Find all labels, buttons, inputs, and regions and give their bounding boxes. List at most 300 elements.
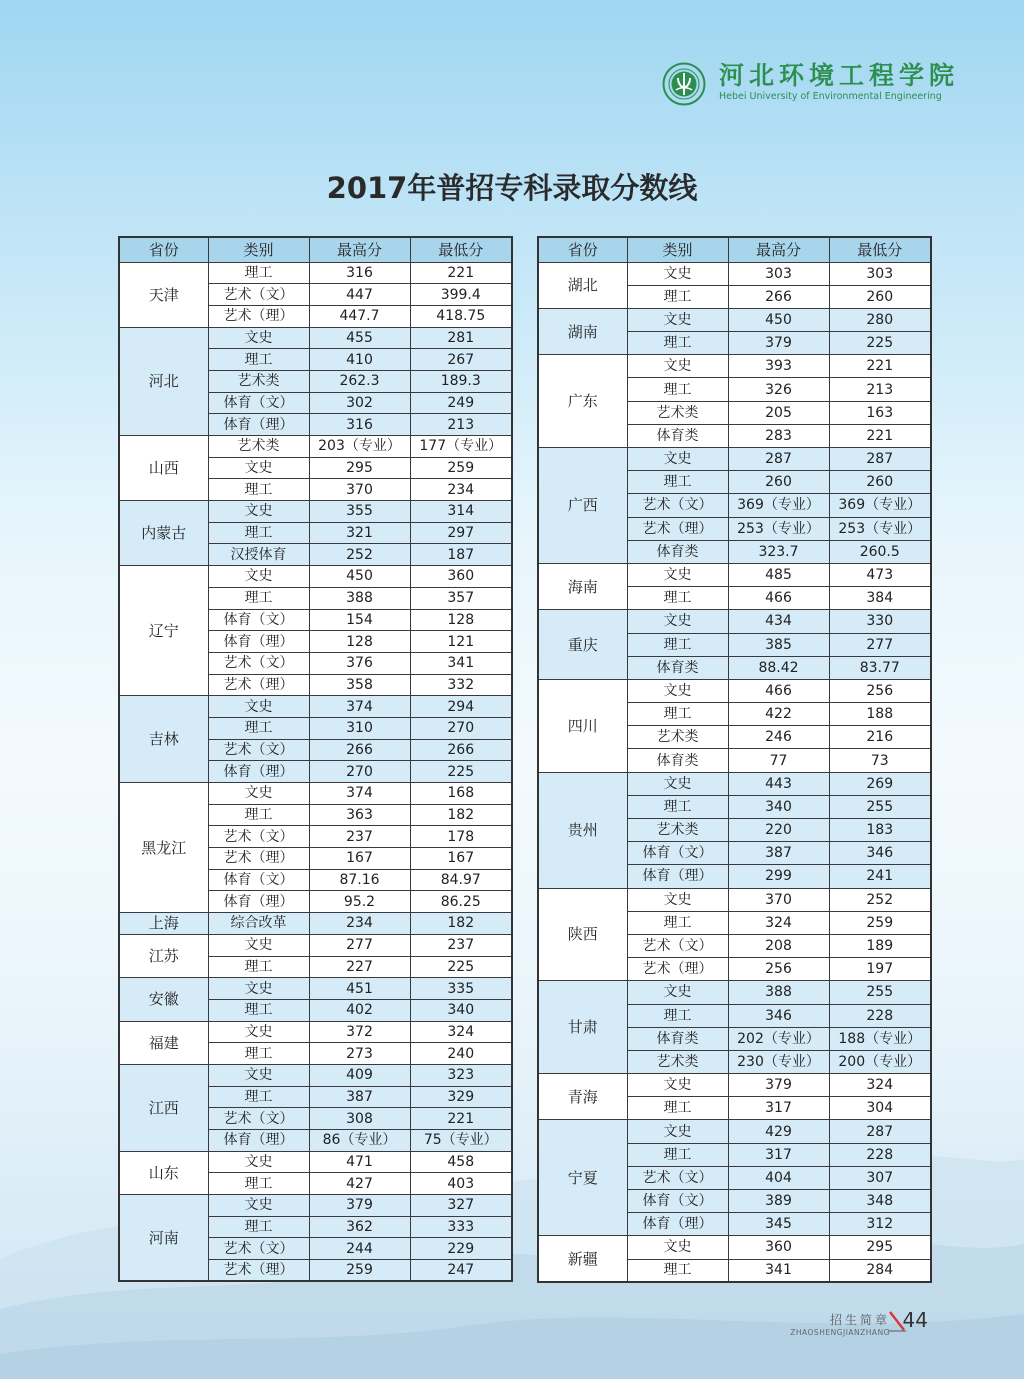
max-score-cell: 220 xyxy=(728,819,829,842)
max-score-cell: 402 xyxy=(309,999,410,1021)
min-score-cell: 221 xyxy=(410,262,512,284)
table-row xyxy=(538,981,931,1004)
max-score-cell: 360 xyxy=(728,1236,829,1259)
min-score-cell: 73 xyxy=(829,749,931,772)
max-score-cell: 259 xyxy=(309,1260,410,1282)
max-score-cell: 324 xyxy=(728,911,829,934)
max-score-cell: 410 xyxy=(309,349,410,371)
max-score-cell: 316 xyxy=(309,414,410,436)
min-score-cell: 189.3 xyxy=(410,370,512,392)
max-score-cell: 466 xyxy=(728,679,829,702)
min-score-cell: 418.75 xyxy=(410,305,512,327)
province-cell: 重庆 xyxy=(538,610,627,680)
min-score-cell: 167 xyxy=(410,848,512,870)
table-row xyxy=(538,679,931,702)
table-row xyxy=(119,1151,512,1173)
max-score-cell: 262.3 xyxy=(309,370,410,392)
column-header-max-score: 最高分 xyxy=(728,237,829,262)
max-score-cell: 388 xyxy=(728,981,829,1004)
min-score-cell: 324 xyxy=(829,1074,931,1097)
max-score-cell: 404 xyxy=(728,1166,829,1189)
category-cell: 体育（理） xyxy=(627,865,728,888)
max-score-cell: 87.16 xyxy=(309,869,410,891)
category-cell: 文史 xyxy=(208,327,309,349)
min-score-cell: 287 xyxy=(829,1120,931,1143)
min-score-cell: 247 xyxy=(410,1260,512,1282)
min-score-cell: 86.25 xyxy=(410,891,512,913)
min-score-cell: 259 xyxy=(829,911,931,934)
min-score-cell: 260.5 xyxy=(829,540,931,563)
max-score-cell: 287 xyxy=(728,448,829,471)
category-cell: 文史 xyxy=(208,1195,309,1217)
category-cell: 理工 xyxy=(208,479,309,501)
max-score-cell: 86（专业） xyxy=(309,1130,410,1152)
school-name-english: Hebei University of Environmental Engineering xyxy=(719,91,942,102)
province-cell: 广东 xyxy=(538,355,627,448)
max-score-cell: 234 xyxy=(309,913,410,935)
min-score-cell: 323 xyxy=(410,1064,512,1086)
category-cell: 艺术（文） xyxy=(208,284,309,306)
table-row xyxy=(538,262,931,285)
min-score-cell: 221 xyxy=(410,1108,512,1130)
province-cell: 辽宁 xyxy=(119,566,208,696)
max-score-cell: 260 xyxy=(728,471,829,494)
province-cell: 贵州 xyxy=(538,772,627,888)
max-score-cell: 299 xyxy=(728,865,829,888)
province-cell: 安徽 xyxy=(119,978,208,1021)
table-row xyxy=(538,563,931,586)
max-score-cell: 167 xyxy=(309,848,410,870)
category-cell: 文史 xyxy=(627,448,728,471)
max-score-cell: 447 xyxy=(309,284,410,306)
min-score-cell: 187 xyxy=(410,544,512,566)
min-score-cell: 340 xyxy=(410,999,512,1021)
max-score-cell: 443 xyxy=(728,772,829,795)
table-row xyxy=(119,1021,512,1043)
category-cell: 理工 xyxy=(627,285,728,308)
category-cell: 理工 xyxy=(627,1004,728,1027)
min-score-cell: 177（专业） xyxy=(410,436,512,458)
max-score-cell: 154 xyxy=(309,609,410,631)
category-cell: 理工 xyxy=(208,1173,309,1195)
table-row xyxy=(538,448,931,471)
province-cell: 湖北 xyxy=(538,262,627,308)
province-cell: 福建 xyxy=(119,1021,208,1064)
max-score-cell: 266 xyxy=(309,739,410,761)
table-row xyxy=(119,913,512,935)
min-score-cell: 188 xyxy=(829,703,931,726)
max-score-cell: 447.7 xyxy=(309,305,410,327)
category-cell: 艺术（理） xyxy=(208,1260,309,1282)
page-title: 2017年普招专科录取分数线 xyxy=(326,171,698,205)
min-score-cell: 270 xyxy=(410,717,512,739)
category-cell: 文史 xyxy=(627,610,728,633)
max-score-cell: 485 xyxy=(728,563,829,586)
category-cell: 汉授体育 xyxy=(208,544,309,566)
min-score-cell: 330 xyxy=(829,610,931,633)
category-cell: 文史 xyxy=(208,783,309,805)
province-cell: 江苏 xyxy=(119,934,208,977)
min-score-cell: 229 xyxy=(410,1238,512,1260)
min-score-cell: 277 xyxy=(829,633,931,656)
max-score-cell: 376 xyxy=(309,652,410,674)
category-cell: 体育类 xyxy=(627,424,728,447)
max-score-cell: 389 xyxy=(728,1190,829,1213)
category-cell: 艺术类 xyxy=(627,401,728,424)
category-cell: 艺术（文） xyxy=(208,652,309,674)
max-score-cell: 363 xyxy=(309,804,410,826)
score-table-right xyxy=(537,236,932,1283)
school-name-chinese: 河北环境工程学院 xyxy=(719,61,960,90)
category-cell: 文史 xyxy=(627,1074,728,1097)
max-score-cell: 355 xyxy=(309,501,410,523)
min-score-cell: 83.77 xyxy=(829,656,931,679)
min-score-cell: 221 xyxy=(829,355,931,378)
max-score-cell: 270 xyxy=(309,761,410,783)
category-cell: 体育（理） xyxy=(208,891,309,913)
min-score-cell: 200（专业） xyxy=(829,1050,931,1073)
min-score-cell: 128 xyxy=(410,609,512,631)
category-cell: 艺术类 xyxy=(208,436,309,458)
min-score-cell: 327 xyxy=(410,1195,512,1217)
category-cell: 文史 xyxy=(208,501,309,523)
category-cell: 艺术（理） xyxy=(627,517,728,540)
score-table-left xyxy=(118,236,513,1282)
min-score-cell: 121 xyxy=(410,631,512,653)
max-score-cell: 422 xyxy=(728,703,829,726)
max-score-cell: 388 xyxy=(309,587,410,609)
min-score-cell: 253（专业） xyxy=(829,517,931,540)
min-score-cell: 335 xyxy=(410,978,512,1000)
category-cell: 艺术（文） xyxy=(627,934,728,957)
category-cell: 理工 xyxy=(627,633,728,656)
max-score-cell: 387 xyxy=(728,842,829,865)
category-cell: 文史 xyxy=(627,981,728,1004)
province-cell: 广西 xyxy=(538,448,627,564)
max-score-cell: 88.42 xyxy=(728,656,829,679)
max-score-cell: 409 xyxy=(309,1064,410,1086)
min-score-cell: 294 xyxy=(410,696,512,718)
max-score-cell: 466 xyxy=(728,587,829,610)
category-cell: 体育类 xyxy=(627,540,728,563)
score-table-right-body xyxy=(538,262,931,1282)
min-score-cell: 260 xyxy=(829,471,931,494)
table-row xyxy=(538,888,931,911)
category-cell: 理工 xyxy=(627,471,728,494)
max-score-cell: 345 xyxy=(728,1213,829,1236)
min-score-cell: 255 xyxy=(829,795,931,818)
category-cell: 理工 xyxy=(627,1259,728,1282)
max-score-cell: 277 xyxy=(309,934,410,956)
min-score-cell: 304 xyxy=(829,1097,931,1120)
max-score-cell: 266 xyxy=(728,285,829,308)
min-score-cell: 252 xyxy=(829,888,931,911)
category-cell: 艺术（理） xyxy=(627,958,728,981)
max-score-cell: 128 xyxy=(309,631,410,653)
category-cell: 理工 xyxy=(627,911,728,934)
max-score-cell: 379 xyxy=(728,1074,829,1097)
max-score-cell: 370 xyxy=(309,479,410,501)
province-cell: 河北 xyxy=(119,327,208,435)
max-score-cell: 374 xyxy=(309,783,410,805)
category-cell: 艺术类 xyxy=(627,1050,728,1073)
max-score-cell: 369（专业） xyxy=(728,494,829,517)
min-score-cell: 332 xyxy=(410,674,512,696)
category-cell: 文史 xyxy=(208,1064,309,1086)
category-cell: 理工 xyxy=(627,1097,728,1120)
category-cell: 文史 xyxy=(627,308,728,331)
category-cell: 体育（文） xyxy=(208,869,309,891)
table-row xyxy=(119,978,512,1000)
category-cell: 文史 xyxy=(208,934,309,956)
category-cell: 体育类 xyxy=(627,749,728,772)
category-cell: 文史 xyxy=(627,1236,728,1259)
category-cell: 体育（理） xyxy=(208,1130,309,1152)
province-cell: 山西 xyxy=(119,436,208,501)
min-score-cell: 348 xyxy=(829,1190,931,1213)
min-score-cell: 341 xyxy=(410,652,512,674)
min-score-cell: 281 xyxy=(410,327,512,349)
max-score-cell: 393 xyxy=(728,355,829,378)
category-cell: 理工 xyxy=(208,804,309,826)
province-cell: 上海 xyxy=(119,913,208,935)
min-score-cell: 269 xyxy=(829,772,931,795)
category-cell: 文史 xyxy=(208,566,309,588)
category-cell: 艺术（文） xyxy=(627,1166,728,1189)
category-cell: 理工 xyxy=(627,1143,728,1166)
category-cell: 文史 xyxy=(627,679,728,702)
min-score-cell: 458 xyxy=(410,1151,512,1173)
min-score-cell: 213 xyxy=(829,378,931,401)
min-score-cell: 234 xyxy=(410,479,512,501)
province-cell: 山东 xyxy=(119,1151,208,1194)
category-cell: 艺术类 xyxy=(208,370,309,392)
table-row xyxy=(538,1120,931,1143)
max-score-cell: 370 xyxy=(728,888,829,911)
category-cell: 理工 xyxy=(627,378,728,401)
category-cell: 理工 xyxy=(208,349,309,371)
min-score-cell: 297 xyxy=(410,522,512,544)
brochure-label: 招生简章 xyxy=(829,1313,890,1327)
table-row xyxy=(119,783,512,805)
brochure-label-pinyin: ZHAOSHENGJIANZHANG xyxy=(790,1328,890,1337)
max-score-cell: 252 xyxy=(309,544,410,566)
min-score-cell: 403 xyxy=(410,1173,512,1195)
max-score-cell: 385 xyxy=(728,633,829,656)
max-score-cell: 450 xyxy=(728,308,829,331)
max-score-cell: 230（专业） xyxy=(728,1050,829,1073)
min-score-cell: 329 xyxy=(410,1086,512,1108)
min-score-cell: 314 xyxy=(410,501,512,523)
province-cell: 内蒙古 xyxy=(119,501,208,566)
column-header-category: 类别 xyxy=(627,237,728,262)
category-cell: 艺术（文） xyxy=(627,494,728,517)
min-score-cell: 182 xyxy=(410,804,512,826)
max-score-cell: 450 xyxy=(309,566,410,588)
table-row xyxy=(119,696,512,718)
max-score-cell: 227 xyxy=(309,956,410,978)
category-cell: 文史 xyxy=(627,563,728,586)
province-cell: 新疆 xyxy=(538,1236,627,1282)
category-cell: 文史 xyxy=(208,978,309,1000)
table-row xyxy=(119,501,512,523)
table-row xyxy=(538,1236,931,1259)
province-cell: 宁夏 xyxy=(538,1120,627,1236)
table-row xyxy=(538,1074,931,1097)
min-score-cell: 259 xyxy=(410,457,512,479)
category-cell: 综合改革 xyxy=(208,913,309,935)
max-score-cell: 316 xyxy=(309,262,410,284)
max-score-cell: 434 xyxy=(728,610,829,633)
max-score-cell: 205 xyxy=(728,401,829,424)
table-row xyxy=(119,436,512,458)
max-score-cell: 387 xyxy=(309,1086,410,1108)
column-header-min-score: 最低分 xyxy=(829,237,931,262)
table-row xyxy=(538,610,931,633)
max-score-cell: 237 xyxy=(309,826,410,848)
min-score-cell: 256 xyxy=(829,679,931,702)
category-cell: 体育类 xyxy=(627,656,728,679)
category-cell: 文史 xyxy=(208,1151,309,1173)
column-header-min-score: 最低分 xyxy=(410,237,512,262)
province-cell: 海南 xyxy=(538,563,627,609)
min-score-cell: 228 xyxy=(829,1143,931,1166)
min-score-cell: 225 xyxy=(829,332,931,355)
min-score-cell: 237 xyxy=(410,934,512,956)
min-score-cell: 255 xyxy=(829,981,931,1004)
table-row xyxy=(119,566,512,588)
min-score-cell: 168 xyxy=(410,783,512,805)
min-score-cell: 266 xyxy=(410,739,512,761)
min-score-cell: 260 xyxy=(829,285,931,308)
category-cell: 理工 xyxy=(208,1216,309,1238)
max-score-cell: 273 xyxy=(309,1043,410,1065)
max-score-cell: 253（专业） xyxy=(728,517,829,540)
province-cell: 黑龙江 xyxy=(119,783,208,913)
min-score-cell: 197 xyxy=(829,958,931,981)
province-cell: 甘肃 xyxy=(538,981,627,1074)
max-score-cell: 302 xyxy=(309,392,410,414)
max-score-cell: 346 xyxy=(728,1004,829,1027)
category-cell: 艺术类 xyxy=(627,726,728,749)
province-cell: 吉林 xyxy=(119,696,208,783)
max-score-cell: 379 xyxy=(728,332,829,355)
max-score-cell: 372 xyxy=(309,1021,410,1043)
category-cell: 艺术（文） xyxy=(208,826,309,848)
category-cell: 理工 xyxy=(208,999,309,1021)
province-cell: 湖南 xyxy=(538,308,627,354)
min-score-cell: 178 xyxy=(410,826,512,848)
min-score-cell: 360 xyxy=(410,566,512,588)
table-row xyxy=(119,1195,512,1217)
category-cell: 艺术（文） xyxy=(208,1108,309,1130)
max-score-cell: 374 xyxy=(309,696,410,718)
min-score-cell: 280 xyxy=(829,308,931,331)
table-row xyxy=(538,772,931,795)
min-score-cell: 303 xyxy=(829,262,931,285)
max-score-cell: 244 xyxy=(309,1238,410,1260)
category-cell: 理工 xyxy=(208,1086,309,1108)
max-score-cell: 317 xyxy=(728,1143,829,1166)
category-cell: 艺术（理） xyxy=(208,305,309,327)
category-cell: 理工 xyxy=(627,795,728,818)
min-score-cell: 241 xyxy=(829,865,931,888)
min-score-cell: 183 xyxy=(829,819,931,842)
min-score-cell: 216 xyxy=(829,726,931,749)
max-score-cell: 321 xyxy=(309,522,410,544)
max-score-cell: 303 xyxy=(728,262,829,285)
province-cell: 江西 xyxy=(119,1064,208,1151)
category-cell: 理工 xyxy=(208,587,309,609)
min-score-cell: 369（专业） xyxy=(829,494,931,517)
max-score-cell: 362 xyxy=(309,1216,410,1238)
category-cell: 体育（文） xyxy=(627,1190,728,1213)
category-cell: 艺术（理） xyxy=(208,674,309,696)
category-cell: 理工 xyxy=(208,956,309,978)
min-score-cell: 357 xyxy=(410,587,512,609)
category-cell: 体育（理） xyxy=(208,414,309,436)
min-score-cell: 267 xyxy=(410,349,512,371)
category-cell: 理工 xyxy=(627,703,728,726)
min-score-cell: 284 xyxy=(829,1259,931,1282)
category-cell: 理工 xyxy=(208,1043,309,1065)
category-cell: 理工 xyxy=(208,262,309,284)
category-cell: 体育（文） xyxy=(627,842,728,865)
category-cell: 文史 xyxy=(627,262,728,285)
min-score-cell: 333 xyxy=(410,1216,512,1238)
max-score-cell: 471 xyxy=(309,1151,410,1173)
category-cell: 文史 xyxy=(627,355,728,378)
min-score-cell: 240 xyxy=(410,1043,512,1065)
max-score-cell: 77 xyxy=(728,749,829,772)
table-row xyxy=(119,262,512,284)
column-header-province: 省份 xyxy=(538,237,627,262)
max-score-cell: 95.2 xyxy=(309,891,410,913)
column-header-max-score: 最高分 xyxy=(309,237,410,262)
min-score-cell: 324 xyxy=(410,1021,512,1043)
min-score-cell: 346 xyxy=(829,842,931,865)
category-cell: 体育类 xyxy=(627,1027,728,1050)
max-score-cell: 340 xyxy=(728,795,829,818)
category-cell: 体育（理） xyxy=(208,761,309,783)
category-cell: 艺术（理） xyxy=(208,848,309,870)
category-cell: 文史 xyxy=(208,1021,309,1043)
max-score-cell: 317 xyxy=(728,1097,829,1120)
category-cell: 理工 xyxy=(208,717,309,739)
max-score-cell: 455 xyxy=(309,327,410,349)
category-cell: 体育（文） xyxy=(208,392,309,414)
min-score-cell: 399.4 xyxy=(410,284,512,306)
category-cell: 文史 xyxy=(208,457,309,479)
table-row xyxy=(119,1064,512,1086)
min-score-cell: 188（专业） xyxy=(829,1027,931,1050)
max-score-cell: 358 xyxy=(309,674,410,696)
min-score-cell: 473 xyxy=(829,563,931,586)
min-score-cell: 225 xyxy=(410,761,512,783)
max-score-cell: 427 xyxy=(309,1173,410,1195)
category-cell: 艺术（文） xyxy=(208,1238,309,1260)
province-cell: 天津 xyxy=(119,262,208,327)
category-cell: 理工 xyxy=(627,332,728,355)
score-table-left-body xyxy=(119,262,512,1281)
category-cell: 理工 xyxy=(208,522,309,544)
province-cell: 四川 xyxy=(538,679,627,772)
min-score-cell: 249 xyxy=(410,392,512,414)
category-cell: 文史 xyxy=(627,772,728,795)
min-score-cell: 287 xyxy=(829,448,931,471)
province-cell: 陕西 xyxy=(538,888,627,981)
province-cell: 河南 xyxy=(119,1195,208,1282)
